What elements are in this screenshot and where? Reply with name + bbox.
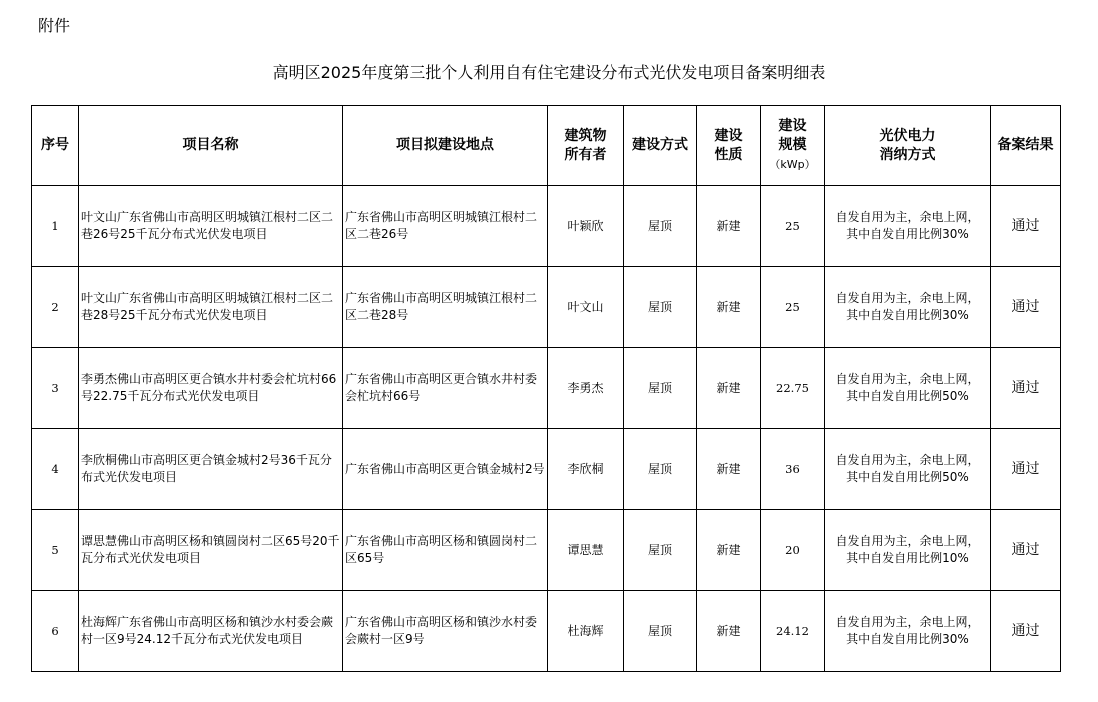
cell-location: 广东省佛山市高明区更合镇金城村2号: [343, 429, 548, 510]
header-owner-line2: 所有者: [564, 146, 607, 163]
cell-scale: 22.75: [761, 348, 825, 429]
cell-project-name: 杜海辉广东省佛山市高明区杨和镇沙水村委会蕨村一区9号24.12千瓦分布式光伏发电项目: [79, 591, 343, 672]
header-scale-line1: 建设: [778, 118, 807, 134]
cell-result: 通过: [991, 591, 1061, 672]
cell-scale: 25: [761, 267, 825, 348]
cell-absorption-line2: 其中自发自用比例50%: [846, 470, 969, 484]
header-absorption-line2: 消纳方式: [879, 146, 936, 163]
table-row: [32, 429, 1061, 510]
cell-nature: 新建: [697, 429, 761, 510]
cell-nature: 新建: [697, 591, 761, 672]
cell-absorption-line2: 其中自发自用比例30%: [846, 227, 969, 241]
cell-seq: 5: [32, 510, 79, 591]
header-seq: 序号: [32, 106, 79, 186]
table-row: [32, 186, 1061, 267]
cell-absorption: [825, 348, 991, 429]
table-row: [32, 510, 1061, 591]
header-scale-line2: 规模: [778, 137, 807, 153]
cell-seq: 2: [32, 267, 79, 348]
cell-owner: 杜海辉: [548, 591, 624, 672]
cell-absorption-line1: 自发自用为主，余电上网，: [835, 372, 980, 386]
cell-method: 屋顶: [624, 591, 697, 672]
table-row: [32, 267, 1061, 348]
cell-location: 广东省佛山市高明区明城镇江根村二区二巷28号: [343, 267, 548, 348]
header-nature-line1: 建设: [714, 127, 743, 144]
cell-result: 通过: [991, 186, 1061, 267]
cell-scale: 24.12: [761, 591, 825, 672]
cell-nature: 新建: [697, 186, 761, 267]
header-method: 建设方式: [624, 106, 697, 186]
cell-owner: 李欣桐: [548, 429, 624, 510]
cell-owner: 李勇杰: [548, 348, 624, 429]
header-result: 备案结果: [991, 106, 1061, 186]
cell-absorption: [825, 186, 991, 267]
cell-absorption: [825, 510, 991, 591]
cell-project-name: 李勇杰佛山市高明区更合镇水井村委会杧坑村66号22.75千瓦分布式光伏发电项目: [79, 348, 343, 429]
cell-location: 广东省佛山市高明区杨和镇沙水村委会蕨村一区9号: [343, 591, 548, 672]
cell-method: 屋顶: [624, 186, 697, 267]
cell-nature: 新建: [697, 348, 761, 429]
cell-result: 通过: [991, 348, 1061, 429]
cell-absorption: [825, 591, 991, 672]
document-title: 高明区2025年度第三批个人利用自有住宅建设分布式光伏发电项目备案明细表: [272, 63, 826, 82]
cell-scale: 20: [761, 510, 825, 591]
cell-absorption: [825, 267, 991, 348]
cell-project-name: 谭思慧佛山市高明区杨和镇圆岗村二区65号20千瓦分布式光伏发电项目: [79, 510, 343, 591]
cell-absorption: [825, 429, 991, 510]
filing-table: [31, 105, 1061, 672]
cell-seq: 4: [32, 429, 79, 510]
cell-owner: 谭思慧: [548, 510, 624, 591]
cell-project-name: 叶文山广东省佛山市高明区明城镇江根村二区二巷26号25千瓦分布式光伏发电项目: [79, 186, 343, 267]
cell-location: 广东省佛山市高明区明城镇江根村二区二巷26号: [343, 186, 548, 267]
cell-method: 屋顶: [624, 267, 697, 348]
cell-absorption-line1: 自发自用为主，余电上网，: [835, 453, 980, 467]
table-row: [32, 591, 1061, 672]
table-header-row: [32, 106, 1061, 186]
header-owner-line1: 建筑物: [564, 127, 607, 144]
header-nature: [697, 106, 761, 186]
header-owner: [548, 106, 624, 186]
header-scale: [761, 106, 825, 186]
cell-absorption-line2: 其中自发自用比例10%: [846, 551, 969, 565]
header-scale-unit: （kWp）: [769, 158, 816, 171]
cell-absorption-line1: 自发自用为主，余电上网，: [835, 210, 980, 224]
cell-seq: 3: [32, 348, 79, 429]
cell-nature: 新建: [697, 267, 761, 348]
cell-method: 屋顶: [624, 348, 697, 429]
cell-location: 广东省佛山市高明区杨和镇圆岗村二区65号: [343, 510, 548, 591]
cell-seq: 1: [32, 186, 79, 267]
cell-result: 通过: [991, 429, 1061, 510]
cell-owner: 叶文山: [548, 267, 624, 348]
table-row: [32, 348, 1061, 429]
cell-absorption-line2: 其中自发自用比例50%: [846, 389, 969, 403]
cell-absorption-line2: 其中自发自用比例30%: [846, 632, 969, 646]
cell-absorption-line2: 其中自发自用比例30%: [846, 308, 969, 322]
cell-owner: 叶颖欣: [548, 186, 624, 267]
header-location: 项目拟建设地点: [343, 106, 548, 186]
cell-seq: 6: [32, 591, 79, 672]
header-nature-line2: 性质: [714, 146, 743, 163]
cell-project-name: 李欣桐佛山市高明区更合镇金城村2号36千瓦分布式光伏发电项目: [79, 429, 343, 510]
header-absorption: [825, 106, 991, 186]
cell-absorption-line1: 自发自用为主，余电上网，: [835, 534, 980, 548]
cell-method: 屋顶: [624, 510, 697, 591]
header-project-name: 项目名称: [79, 106, 343, 186]
cell-nature: 新建: [697, 510, 761, 591]
cell-result: 通过: [991, 267, 1061, 348]
cell-absorption-line1: 自发自用为主，余电上网，: [835, 615, 980, 629]
header-absorption-line1: 光伏电力: [879, 127, 936, 144]
cell-absorption-line1: 自发自用为主，余电上网，: [835, 291, 980, 305]
cell-scale: 25: [761, 186, 825, 267]
cell-project-name: 叶文山广东省佛山市高明区明城镇江根村二区二巷28号25千瓦分布式光伏发电项目: [79, 267, 343, 348]
cell-scale: 36: [761, 429, 825, 510]
attachment-label: 附件: [38, 16, 71, 35]
cell-location: 广东省佛山市高明区更合镇水井村委会杧坑村66号: [343, 348, 548, 429]
cell-method: 屋顶: [624, 429, 697, 510]
cell-result: 通过: [991, 510, 1061, 591]
